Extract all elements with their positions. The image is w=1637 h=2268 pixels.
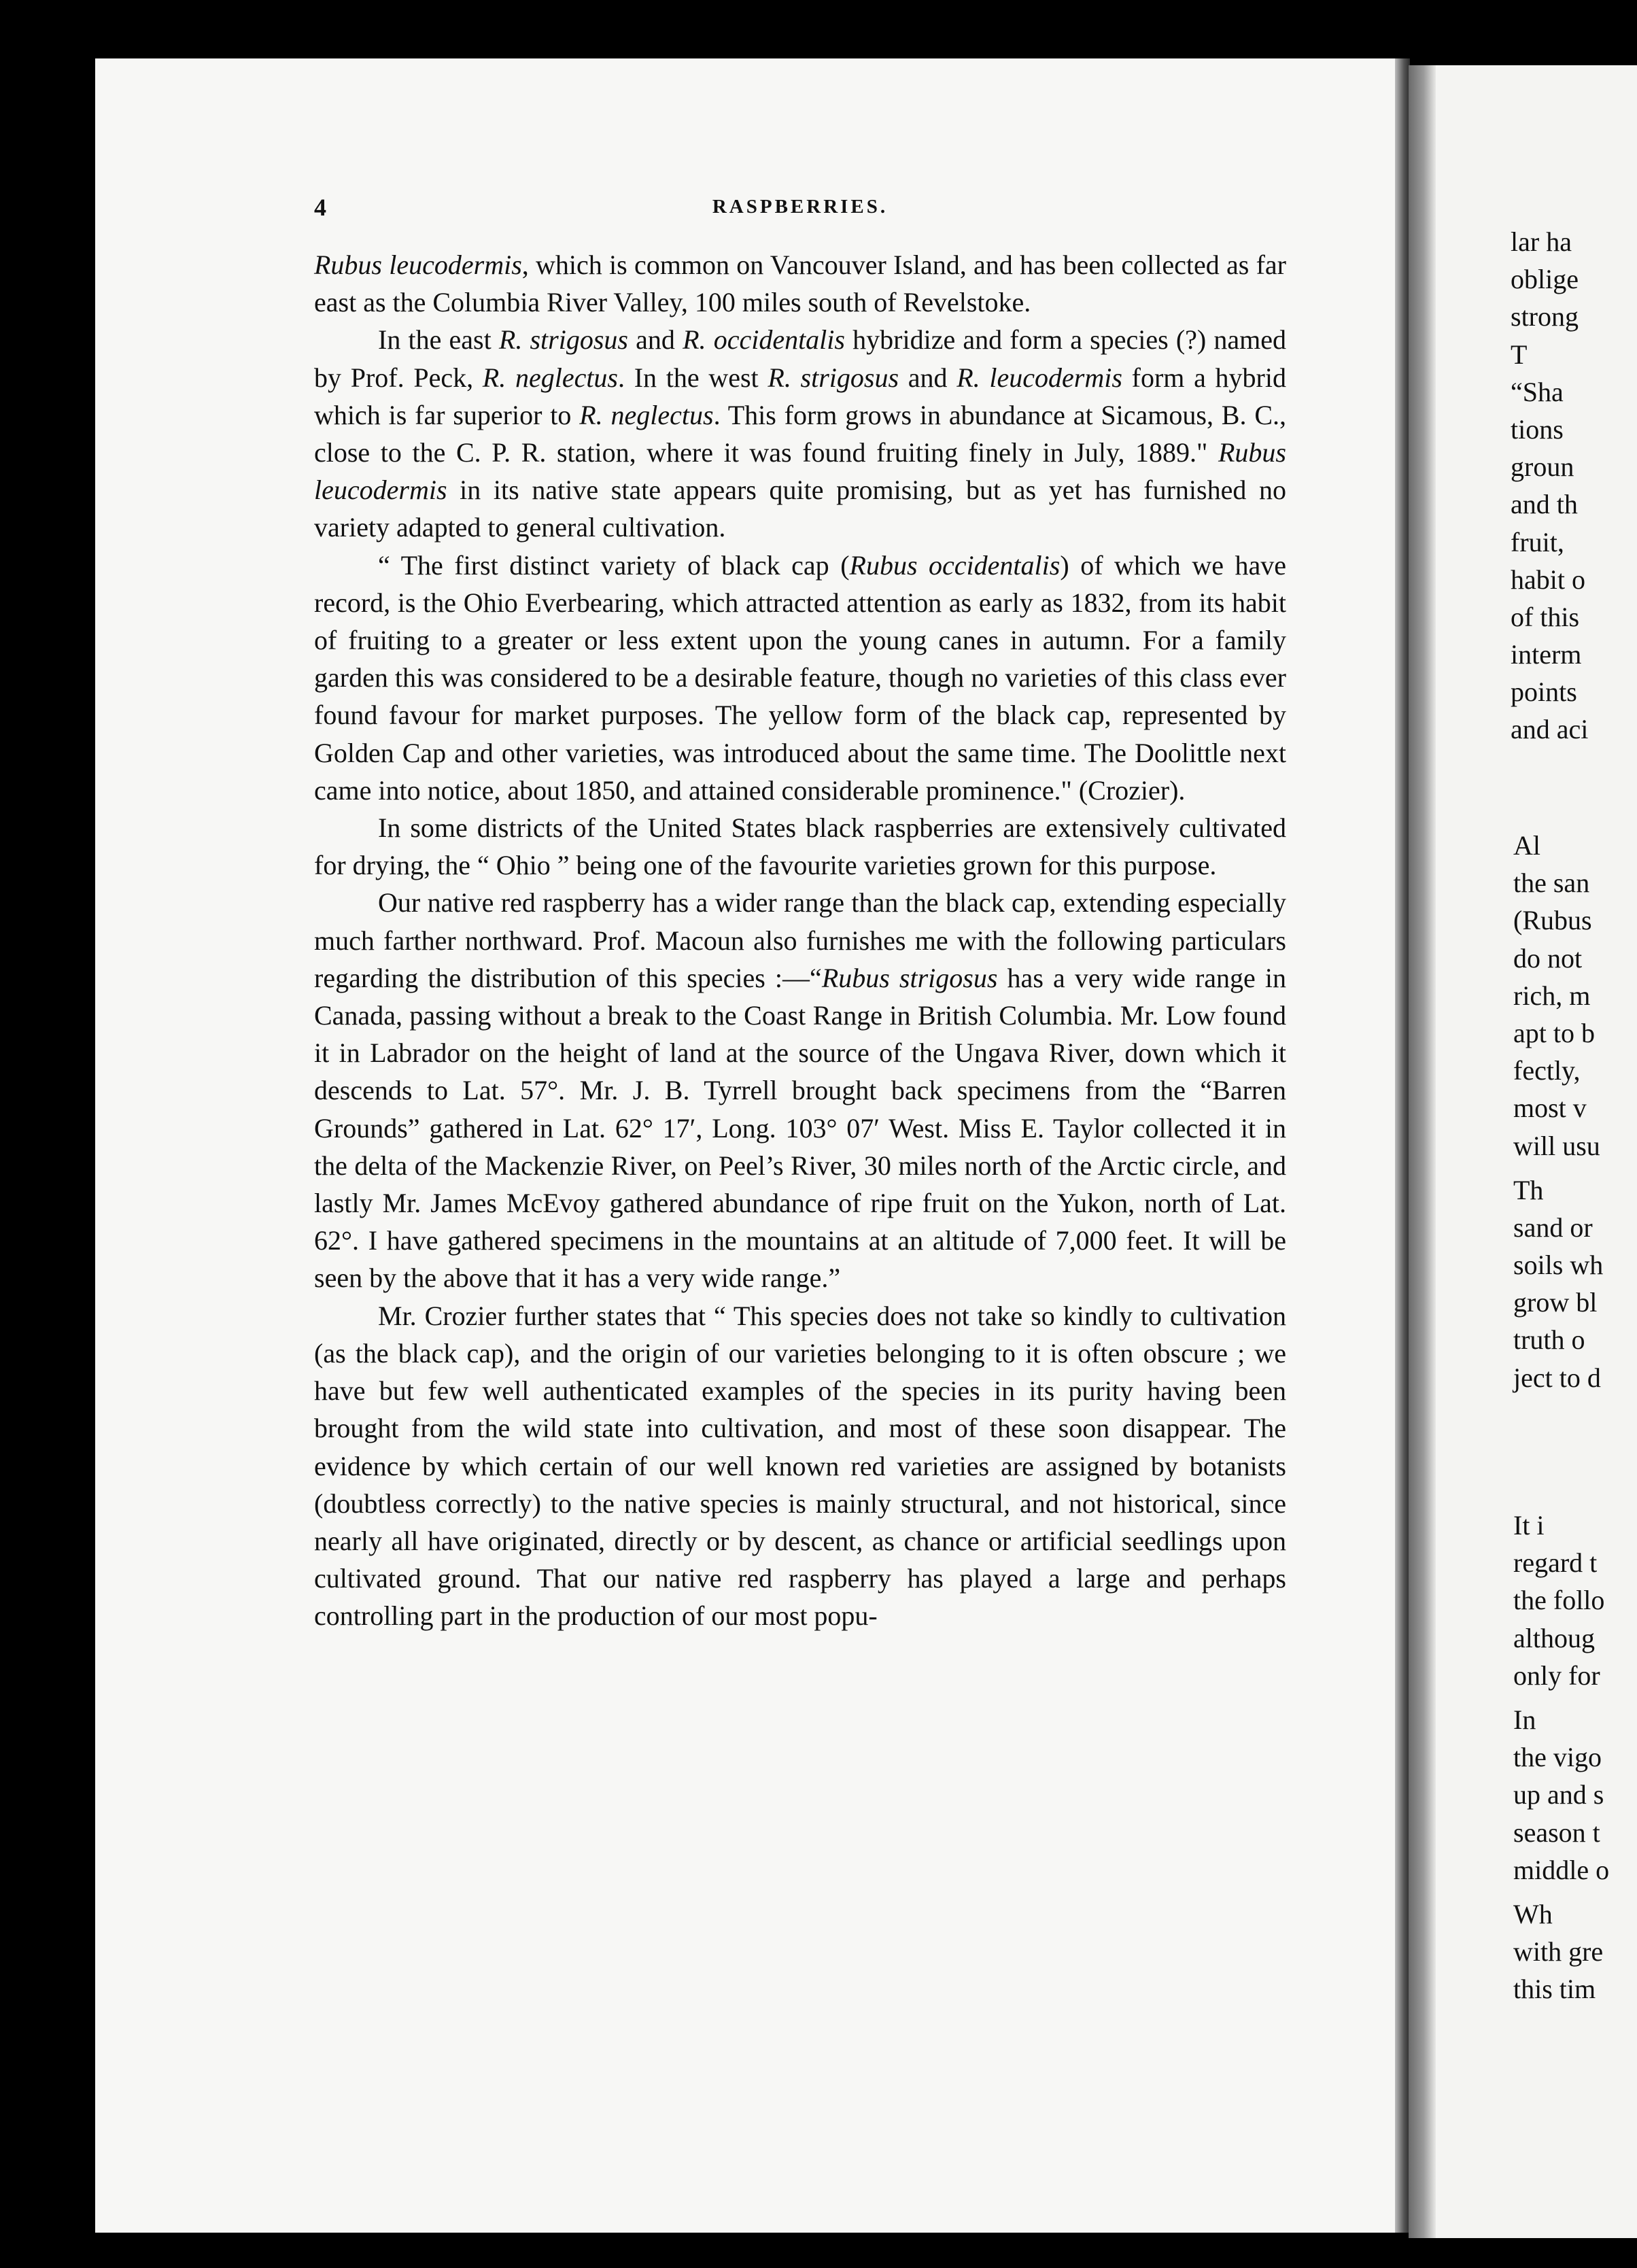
page-number: 4 <box>314 194 326 221</box>
gutter-shadow <box>1395 58 1410 2233</box>
right-column-line: the follo <box>1513 1585 1605 1616</box>
right-column-block-1 <box>1511 223 1637 749</box>
right-column-line: season t <box>1513 1817 1600 1848</box>
text-run: Mr. Crozier further states that “ This species does not take so kindly to cultivation (as the black cap), and the origin of our varieties belonging to it is often obscure ; we have but few well authenticated examples of the species in its purity having been brought from the wild state into cultivation, and most of these soon disappear. The evidence by which certain of our well known red varieties are assigned by botanists (doubtless correctly) to the native species is mainly structural, and not historical, since nearly all have originated, directly or by descent, as chance or artificial seedlings upon cultivated ground. That our native red raspberry has played a large and perhaps controlling part in the production of our most popu- <box>314 1300 1286 1632</box>
italic-run: Rubus leucodermis <box>314 250 522 280</box>
paragraph <box>314 321 1286 546</box>
right-column-line: the vigo <box>1513 1742 1602 1773</box>
text-run: has a very wide range in Canada, passing without a break to the Coast Range in British Columbia. Mr. Low found it in Labrador on the height of land at the source of the Ungava River, down which it descends to Lat. 57°. Mr. J. B. Tyrrell brought back specimens from the “Barren Grounds” gathered in Lat. 62° 17′, Long. 103° 07′ West. Miss E. Taylor collected it in the delta of the Mackenzie River, on Peel’s River, 30 miles north of the Arctic circle, and lastly Mr. James McEvoy gathered abundance of ripe fruit on the Yukon, north of Lat. 62°. I have gathered specimens in the mountains at an altitude of 7,000 feet. It will be seen by the above that it has a very wide range.” <box>314 962 1287 1294</box>
text-run: ) of which we have record, is the Ohio Everbearing, which attracted attention as early as 1832, from its habit of fruiting to a greater or less extent upon the young canes in autumn. For a family garden this was considered to be a desirable feature, though no varieties of this class ever found favour for market purposes. The yellow form of the black cap, represented by Golden Cap and other varieties, was introduced about the same time. The Doolittle next came into notice, about 1850, and attained considerable prominence." (Crozier). <box>314 549 1287 806</box>
right-column-line: do not <box>1513 942 1583 974</box>
right-column-line: ject to d <box>1513 1362 1601 1393</box>
text-run: Our native red raspberry has a wider range than the black cap, extending especially much farther northward. Prof. Macoun also furnishes me with the following particulars regarding the distribution of this species :—“ <box>314 887 1286 993</box>
right-column-line: habit o <box>1511 564 1585 595</box>
right-column-line: oblige <box>1511 264 1579 295</box>
right-column-line: tions <box>1511 413 1564 445</box>
italic-run: R. leucodermis <box>957 362 1122 393</box>
right-column-block-3 <box>1513 1507 1637 2008</box>
paragraph <box>314 809 1286 884</box>
right-column-line: fruit, <box>1511 526 1564 557</box>
text-run: , which is common on Vancouver Island, and has been collected as far east as the Columbia River Valley, 100 miles south of Revelstoke. <box>314 250 1286 318</box>
text-run: . This form grows in abundance at Sicamous, B. C., close to the C. P. R. station, where it was found fruiting finely in July, 1889." <box>314 399 1286 468</box>
right-page-spine-shadow <box>1409 65 1436 2238</box>
right-column-line: middle o <box>1513 1854 1610 1885</box>
paragraph <box>314 1297 1286 1635</box>
italic-run: Rubus occidentalis <box>849 549 1061 581</box>
text-run: and <box>899 362 957 393</box>
right-column-line: grow bl <box>1513 1287 1598 1318</box>
text-run: hybridize and form a species (?) named by Prof. Peck, <box>314 324 1287 393</box>
right-column-line: only for <box>1513 1660 1600 1691</box>
right-column-line: up and s <box>1513 1779 1604 1810</box>
right-column-line: of this <box>1511 601 1580 632</box>
right-column-line: points <box>1511 676 1577 708</box>
italic-run: Rubus leucodermis <box>314 437 1286 506</box>
right-column-line: soils wh <box>1513 1250 1604 1281</box>
italic-run: R. neglectus <box>482 362 619 393</box>
right-column-line: Al <box>1513 830 1540 861</box>
text-run: In the east <box>378 324 499 356</box>
right-column-line: most v <box>1513 1093 1587 1124</box>
right-column-line: truth o <box>1513 1324 1585 1356</box>
right-column-line: (Rubus <box>1513 905 1592 936</box>
right-column-line: this tim <box>1513 1974 1596 2005</box>
right-column-block-2 <box>1513 827 1637 1396</box>
paragraph <box>314 246 1286 321</box>
right-column-line: Th <box>1513 1174 1544 1205</box>
right-column-line: groun <box>1511 451 1574 483</box>
right-column-line: regard t <box>1513 1547 1598 1579</box>
text-run: and <box>628 324 683 356</box>
right-column-line: will usu <box>1513 1130 1600 1161</box>
right-column-line: althoug <box>1513 1622 1595 1653</box>
right-column-line: strong <box>1511 301 1579 332</box>
italic-run: Rubus strigosus <box>821 962 998 993</box>
right-column-line: interm <box>1511 639 1582 670</box>
italic-run: R. strigosus <box>498 324 628 356</box>
right-column-line: rich, m <box>1513 980 1591 1011</box>
right-column-line: Wh <box>1513 1898 1553 1929</box>
right-column-line: It i <box>1513 1510 1545 1541</box>
running-head: RASPBERRIES. <box>712 196 889 218</box>
right-column-line: with gre <box>1513 1936 1604 1968</box>
right-column-line: and aci <box>1511 714 1589 745</box>
right-column-line: In <box>1513 1704 1536 1735</box>
right-column-line: the san <box>1513 867 1590 899</box>
right-column-line: lar ha <box>1511 226 1572 257</box>
right-column-line: sand or <box>1513 1212 1593 1243</box>
text-run: In some districts of the United States black raspberries are extensively cultivated for drying, the “ Ohio ” being one of the favourite varieties grown for this purpose. <box>314 812 1286 881</box>
right-column-line: apt to b <box>1513 1017 1595 1048</box>
paragraph <box>314 884 1286 1296</box>
paragraph <box>314 547 1286 809</box>
text-run: . In the west <box>618 362 768 393</box>
right-column-line: “Sha <box>1511 376 1564 407</box>
right-column-line: fectly, <box>1513 1055 1581 1086</box>
text-run: in its native state appears quite promising, but as yet has furnished no variety adapted to general cultivation. <box>314 475 1286 543</box>
right-column-line: T <box>1511 339 1528 370</box>
text-run: form a hybrid which is far superior to <box>314 362 1286 430</box>
right-column-line: and th <box>1511 489 1578 520</box>
text-run: “ The first distinct variety of black cap ( <box>378 549 850 581</box>
page-header <box>314 193 1286 220</box>
italic-run: R. occidentalis <box>683 324 845 356</box>
italic-run: R. strigosus <box>768 362 899 393</box>
body-text <box>314 246 1286 1635</box>
italic-run: R. neglectus <box>579 399 714 430</box>
